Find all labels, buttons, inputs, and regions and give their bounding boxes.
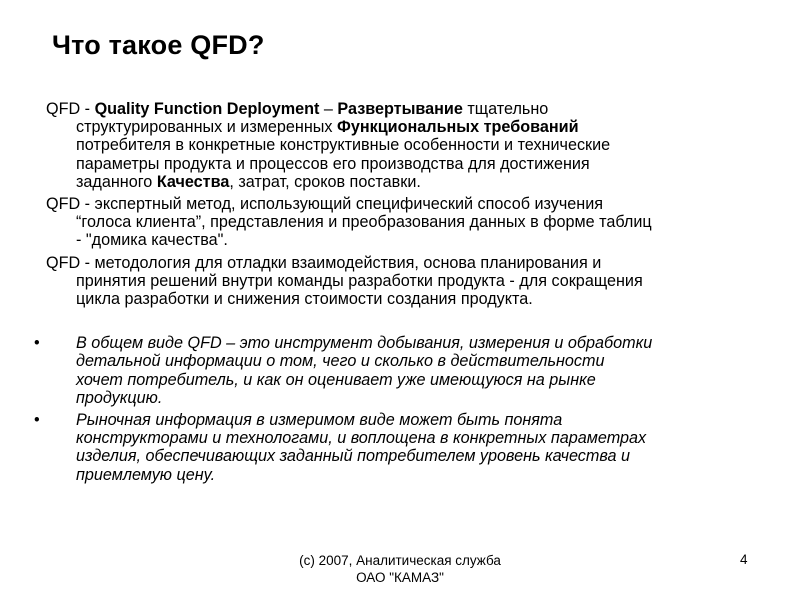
paragraph-qfd-definition bbox=[46, 100, 794, 191]
text-run: тщательно bbox=[462, 100, 549, 118]
text-run: заданного bbox=[76, 172, 157, 191]
bullet-line: В общем виде QFD – это инструмент добывания, измерения и обработки bbox=[76, 334, 653, 353]
bullet-line: Рыночная информация в измеримом виде может быть понята bbox=[76, 411, 563, 430]
bullet-line: хочет потребитель, и как он оценивает уже имеющуюся на рынке bbox=[76, 370, 596, 389]
bullet-item bbox=[34, 411, 794, 484]
bullet-line: изделия, обеспечивающих заданный потребителем уровень качества и bbox=[76, 447, 630, 466]
slide-footer bbox=[240, 552, 560, 586]
bullet-marker: • bbox=[34, 411, 40, 430]
paragraph-line: “голоса клиента”, представления и преобразования данных в форме таблиц bbox=[76, 213, 652, 232]
paragraph-line: цикла разработки и снижения стоимости создания продукта. bbox=[76, 290, 533, 309]
bold-text-run: Качества bbox=[156, 172, 230, 191]
paragraph-line: потребителя в конкретные конструктивные особенности и технические bbox=[76, 136, 611, 155]
paragraph-line bbox=[76, 118, 794, 136]
bullet-marker: • bbox=[34, 334, 40, 353]
text-run: , затрат, сроков поставки. bbox=[229, 172, 421, 191]
bullet-line: конструкторами и технологами, и воплощена в конкретных параметрах bbox=[76, 429, 647, 448]
bullet-line: продукцию. bbox=[76, 388, 163, 407]
bold-text-run: Функциональных требований bbox=[337, 118, 579, 137]
paragraph-line: принятия решений внутри команды разработки продукта - для сокращения bbox=[76, 271, 643, 290]
slide-body bbox=[34, 100, 794, 488]
paragraph-expert-method bbox=[46, 195, 794, 250]
bold-text-run: Quality Function Deployment bbox=[94, 100, 320, 118]
paragraph-line bbox=[46, 100, 794, 118]
bold-text-run: Развертывание bbox=[337, 100, 463, 118]
paragraph-line: QFD - экспертный метод, использующий специфический способ изучения bbox=[46, 195, 604, 214]
bullet-line: приемлемую цену. bbox=[76, 465, 216, 484]
paragraph-line: QFD - методология для отладки взаимодействия, основа планирования и bbox=[46, 253, 602, 272]
bullet-line: детальной информации о том, чего и сколько в действительности bbox=[76, 352, 605, 371]
text-run: – bbox=[319, 100, 338, 118]
footer-copyright: (c) 2007, Аналитическая служба bbox=[299, 553, 501, 568]
footer-company: ОАО "КАМАЗ" bbox=[356, 570, 444, 585]
text-run: QFD - bbox=[46, 100, 95, 118]
paragraph-line: - "домика качества". bbox=[76, 231, 228, 250]
paragraph-line bbox=[76, 173, 794, 191]
slide-title: Что такое QFD? bbox=[52, 30, 265, 60]
spacer bbox=[46, 312, 794, 334]
paragraph-line: параметры продукта и процессов его производства для достижения bbox=[76, 154, 590, 173]
paragraph-methodology bbox=[46, 254, 794, 309]
bullet-item bbox=[34, 334, 794, 407]
text-run: структурированных и измеренных bbox=[76, 118, 338, 137]
page-number: 4 bbox=[740, 552, 748, 567]
